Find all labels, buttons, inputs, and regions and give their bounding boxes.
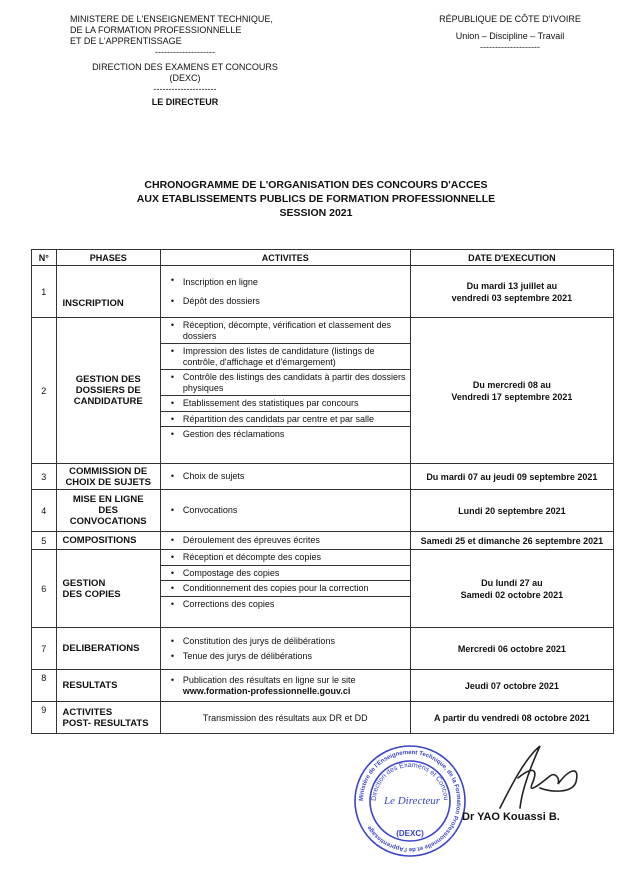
separator: --------------------	[155, 47, 215, 57]
list-item: • Déroulement des épreuves écrites	[161, 533, 410, 548]
director-label: LE DIRECTEUR	[151, 97, 219, 107]
row-date: Du mercredi 08 au Vendredi 17 septembre 2021	[410, 318, 613, 464]
activity-text: Publication des résultats en ligne sur le site	[182, 675, 356, 685]
row-phase	[56, 266, 160, 318]
list-item: • Dépôt des dossiers	[161, 294, 410, 311]
direction-line: (DEXC)	[169, 73, 201, 83]
list-item: • Compostage des copies	[161, 566, 410, 582]
col-header-phases: PHASES	[56, 250, 160, 266]
table-row	[32, 670, 614, 702]
country-motto: Union – Discipline – Travail	[455, 31, 565, 41]
activity-list	[161, 533, 410, 548]
activity-list	[161, 673, 410, 698]
row-date: Jeudi 07 octobre 2021	[410, 670, 613, 702]
title-line: CHRONOGRAMME DE L'ORGANISATION DES CONCOURS D'ACCES	[144, 179, 488, 191]
row-date: A partir du vendredi 08 octobre 2021	[410, 702, 613, 734]
row-phase: COMPOSITIONS	[56, 532, 160, 550]
row-activities	[160, 490, 410, 532]
country-header	[410, 14, 610, 53]
row-date: Samedi 25 et dimanche 26 septembre 2021	[410, 532, 613, 550]
website-link[interactable]: www.formation-professionnelle.gouv.ci	[182, 685, 351, 696]
row-date: Du lundi 27 au Samedi 02 octobre 2021	[410, 550, 613, 628]
row-activities: Transmission des résultats aux DR et DD	[160, 702, 410, 734]
list-item: • Conditionnement des copies pour la correction	[161, 581, 410, 597]
col-header-date: DATE D'EXECUTION	[410, 250, 613, 266]
stamp-bottom-text: (DEXC)	[396, 829, 424, 838]
table-row	[32, 266, 614, 318]
ministry-header	[70, 14, 300, 108]
signatory-name: Dr YAO Kouassi B.	[462, 811, 560, 823]
row-activities	[160, 670, 410, 702]
row-activities	[160, 532, 410, 550]
row-activities	[160, 464, 410, 490]
row-activities	[160, 266, 410, 318]
row-date: Du mardi 13 juillet au vendredi 03 septembre 2021	[410, 266, 613, 318]
ministry-line: ET DE L'APPRENTISSAGE	[70, 36, 182, 46]
row-activities	[160, 550, 410, 628]
list-item: • Constitution des jurys de délibérations	[161, 634, 410, 649]
table-row	[32, 550, 614, 628]
activity-list	[161, 469, 410, 484]
row-number: 6	[32, 550, 57, 628]
separator: ---------------------	[153, 84, 217, 94]
list-item: • Répartition des candidats par centre et par salle	[161, 412, 410, 428]
row-phase: ACTIVITES POST- RESULTATS	[56, 702, 160, 734]
ministry-line: DE LA FORMATION PROFESSIONNELLE	[70, 25, 242, 35]
col-header-activities: ACTIVITES	[160, 250, 410, 266]
row-activities	[160, 318, 410, 464]
title-line: AUX ETABLISSEMENTS PUBLICS DE FORMATION PROFESSIONNELLE	[136, 193, 496, 205]
list-item	[161, 673, 410, 698]
activity-list	[161, 503, 410, 518]
direction-line: DIRECTION DES EXAMENS ET CONCOURS	[92, 62, 278, 72]
stamp-inner-text: Direction des Examens et Concou	[370, 761, 450, 802]
row-activities	[160, 628, 410, 670]
official-stamp	[352, 744, 468, 858]
country-name: RÉPUBLIQUE DE CÔTE D'IVOIRE	[439, 14, 581, 24]
activity-list	[161, 318, 410, 442]
list-item: • Contrôle des listings des candidats à partir des dossiers physiques	[161, 370, 410, 396]
table-row	[32, 318, 614, 464]
table-row	[32, 702, 614, 734]
activity-list	[161, 550, 410, 611]
list-item: • Convocations	[161, 503, 410, 518]
row-number: 9	[32, 702, 57, 734]
list-item: • Gestion des réclamations	[161, 427, 410, 442]
row-date: Du mardi 07 au jeudi 09 septembre 2021	[410, 464, 613, 490]
table-row	[32, 532, 614, 550]
list-item: • Tenue des jurys de délibérations	[161, 649, 410, 664]
row-number: 5	[32, 532, 57, 550]
table-row	[32, 628, 614, 670]
document-title	[0, 178, 632, 220]
list-item: • Corrections des copies	[161, 597, 410, 612]
row-number: 2	[32, 318, 57, 464]
separator: --------------------	[480, 42, 540, 52]
list-item: • Inscription en ligne	[161, 273, 410, 294]
schedule-table	[31, 249, 614, 734]
signature-graphic	[470, 738, 590, 816]
list-item: • Etablissement des statistiques par concours	[161, 396, 410, 412]
row-phase: GESTION DES COPIES	[56, 550, 160, 628]
stamp-center-text: Le Directeur	[383, 795, 441, 807]
row-phase: MISE EN LIGNE DES CONVOCATIONS	[56, 490, 160, 532]
list-item: • Réception et décompte des copies	[161, 550, 410, 566]
title-line: SESSION 2021	[279, 207, 353, 219]
row-date: Lundi 20 septembre 2021	[410, 490, 613, 532]
table-header-row	[32, 250, 614, 266]
row-phase: RESULTATS	[56, 670, 160, 702]
row-date: Mercredi 06 octobre 2021	[410, 628, 613, 670]
row-number: 3	[32, 464, 57, 490]
row-phase: DELIBERATIONS	[56, 628, 160, 670]
table-row	[32, 464, 614, 490]
row-number: 8	[32, 670, 57, 702]
row-number: 7	[32, 628, 57, 670]
row-phase: GESTION DES DOSSIERS DE CANDIDATURE	[56, 318, 160, 464]
table-row	[32, 490, 614, 532]
activity-list	[161, 634, 410, 663]
list-item: • Impression des listes de candidature (listings de contrôle, d'affichage et d'émargement)	[161, 344, 410, 370]
activity-list	[161, 273, 410, 310]
col-header-num: N°	[32, 250, 57, 266]
list-item: • Choix de sujets	[161, 469, 410, 484]
row-phase: COMMISSION DE CHOIX DE SUJETS	[56, 464, 160, 490]
ministry-line: MINISTERE DE L'ENSEIGNEMENT TECHNIQUE,	[70, 14, 273, 24]
row-number: 1	[32, 266, 57, 318]
list-item: • Réception, décompte, vérification et classement des dossiers	[161, 318, 410, 344]
row-number: 4	[32, 490, 57, 532]
phase-text: INSCRIPTION	[62, 298, 124, 309]
stamp-ring-text: Ministère de l'Enseignement Technique, de la Formation Professionnelle et de l'Apprentissage	[358, 749, 462, 853]
